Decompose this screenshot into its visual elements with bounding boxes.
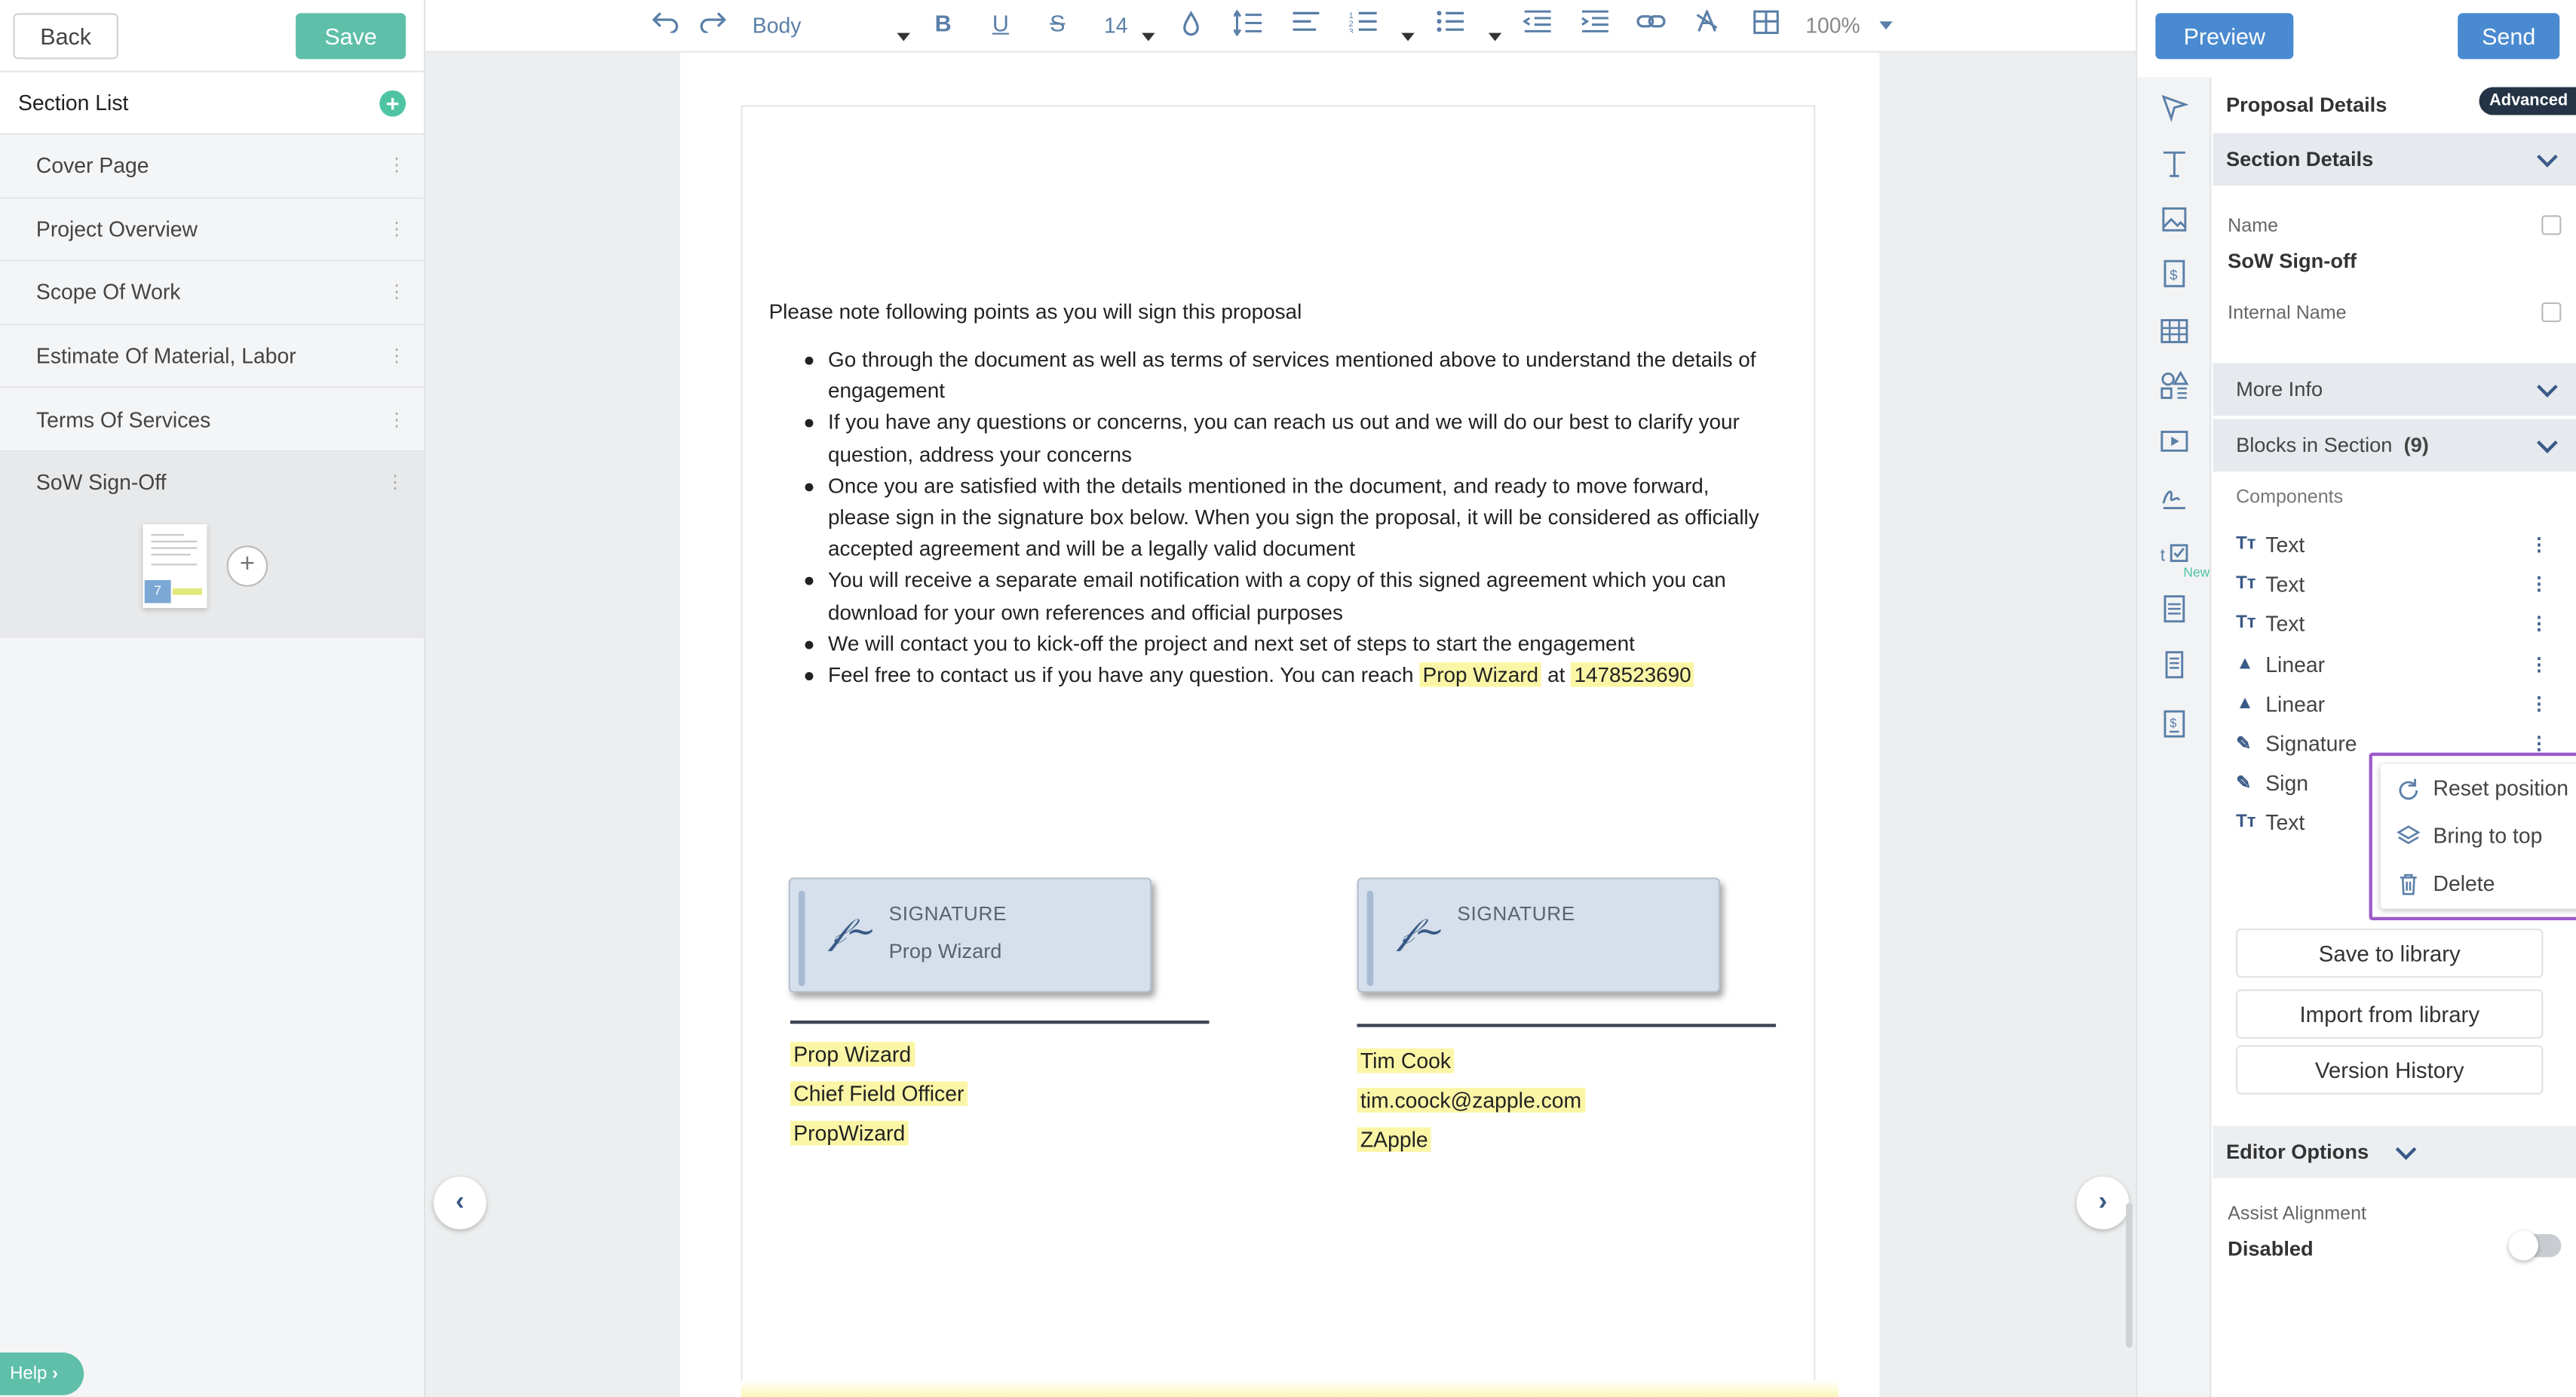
add-page-icon[interactable]: +: [227, 545, 268, 586]
bullet-list[interactable]: [799, 343, 1768, 690]
list-item: We will contact you to kick-off the project and next set of steps to start the engagement: [799, 628, 1768, 659]
signature-icon: ✎: [2236, 773, 2252, 794]
signature-box-client[interactable]: [1357, 877, 1720, 993]
internal-name-label: Internal Name: [2228, 304, 2347, 324]
menu-item-label: Reset position: [2433, 775, 2569, 800]
signature-icon: ✎: [2236, 733, 2252, 754]
next-section-edge: [741, 1380, 1838, 1397]
bold-icon[interactable]: B: [934, 10, 952, 36]
name-label: Name: [2228, 216, 2279, 237]
company-placeholder[interactable]: Prop Wizard: [1419, 662, 1541, 687]
component-label: Sign: [2265, 769, 2309, 795]
document-icon[interactable]: [2159, 649, 2190, 680]
form-icon[interactable]: [2159, 593, 2190, 624]
send-button[interactable]: Send: [2458, 13, 2559, 59]
help-label: Help: [10, 1364, 48, 1384]
svg-text:$: $: [2170, 715, 2177, 730]
line-height-icon[interactable]: [1234, 10, 1263, 41]
font-size-select[interactable]: 14: [1104, 13, 1128, 38]
format-toolbar: [425, 0, 2136, 53]
chevron-right-icon: ›: [2098, 1188, 2108, 1217]
chevron-down-icon[interactable]: [897, 33, 910, 41]
component-item[interactable]: [2236, 563, 2548, 603]
chevron-down-icon: [2537, 431, 2558, 453]
reset-icon: [2397, 776, 2421, 800]
client-name: Tim Cook: [1357, 1049, 1455, 1073]
component-item[interactable]: [2236, 603, 2548, 643]
section-details-label: Section Details: [2226, 148, 2374, 171]
signature-label: SIGNATURE: [1457, 902, 1575, 926]
svg-text:3: 3: [1348, 27, 1354, 33]
cursor-icon[interactable]: [2159, 92, 2190, 123]
signature-name: Prop Wizard: [888, 940, 1002, 963]
underline-icon[interactable]: U: [992, 10, 1009, 36]
preview-button[interactable]: Preview: [2155, 13, 2293, 59]
bring-to-top-item[interactable]: [2381, 812, 2576, 859]
section-details-header[interactable]: [2213, 133, 2576, 186]
chevron-down-icon: [2537, 376, 2558, 397]
more-info-header[interactable]: [2213, 363, 2576, 416]
client-email: tim.coock@zapple.com: [1357, 1088, 1585, 1113]
text-icon: Tт: [2236, 613, 2256, 633]
edit-icon[interactable]: [2541, 302, 2561, 322]
signature-box-sender[interactable]: [789, 877, 1152, 993]
component-label: Text: [2265, 809, 2305, 834]
import-from-library-button[interactable]: Import from library: [2236, 990, 2543, 1039]
client-details[interactable]: [1357, 1042, 1585, 1160]
kebab-icon[interactable]: ⋮: [2530, 574, 2549, 594]
menu-item-label: Delete: [2433, 870, 2495, 896]
text-tool-icon[interactable]: [2159, 148, 2190, 179]
section-item-project-overview[interactable]: [0, 198, 424, 262]
link-icon[interactable]: [1636, 10, 1666, 38]
clear-format-icon[interactable]: [1695, 10, 1719, 38]
list-item: You will receive a separate email notification with a copy of this signed agreement which you can download for your own references and official purposes: [799, 564, 1768, 628]
table-block-icon[interactable]: [2159, 315, 2190, 346]
component-label: Linear: [2265, 691, 2326, 716]
component-item[interactable]: [2236, 524, 2548, 563]
properties-content: [2213, 77, 2576, 1396]
canvas-scrollbar[interactable]: [2126, 1203, 2133, 1348]
list-item: Go through the document as well as terms of services mentioned above to understand the details of engagement: [799, 343, 1768, 407]
paragraph-style-select[interactable]: Body: [752, 13, 802, 38]
kebab-icon[interactable]: ⋮: [388, 283, 404, 303]
assist-alignment-toggle[interactable]: [2512, 1234, 2561, 1257]
section-item-scope-of-work[interactable]: [0, 262, 424, 325]
pricing-icon[interactable]: [2159, 258, 2190, 289]
phone-placeholder[interactable]: 1478523690: [1571, 662, 1694, 687]
numbered-list-icon[interactable]: [1349, 10, 1378, 38]
signature-line: [790, 1021, 1210, 1024]
section-item-label: Terms Of Services: [35, 407, 211, 432]
block-toolbar: [2137, 77, 2211, 1396]
kebab-icon[interactable]: ⋮: [388, 156, 404, 177]
section-sidebar: [0, 0, 425, 1397]
text-icon: Tт: [2236, 534, 2256, 554]
text-color-icon[interactable]: [1179, 10, 1203, 41]
kebab-icon[interactable]: ⋮: [2530, 733, 2549, 754]
save-button[interactable]: Save: [296, 12, 406, 58]
section-list-header: [0, 72, 424, 135]
align-icon[interactable]: [1291, 10, 1320, 38]
section-item-terms[interactable]: [0, 388, 424, 452]
section-item-estimate[interactable]: [0, 325, 424, 388]
component-item[interactable]: [2236, 683, 2548, 723]
kebab-icon[interactable]: ⋮: [2530, 535, 2549, 555]
kebab-icon[interactable]: ⋮: [388, 410, 404, 431]
kebab-icon[interactable]: ⋮: [2530, 694, 2549, 714]
layers-icon: [2397, 824, 2421, 848]
sender-title: Chief Field Officer: [790, 1082, 968, 1107]
bullet-list-icon[interactable]: [1436, 10, 1465, 38]
redo-icon[interactable]: [700, 10, 726, 38]
chevron-left-icon: ‹: [455, 1188, 465, 1217]
image-icon[interactable]: [2159, 204, 2190, 235]
component-label: Text: [2265, 571, 2305, 596]
chevron-down-icon: [2537, 146, 2558, 167]
kebab-icon[interactable]: ⋮: [385, 474, 404, 494]
page-number-badge: 7: [145, 580, 171, 603]
table-icon[interactable]: [1753, 10, 1780, 39]
section-item-label: SoW Sign-Off: [35, 471, 167, 496]
section-list-title: Section List: [17, 90, 129, 115]
document-page: [680, 53, 1879, 1397]
component-label: Signature: [2265, 730, 2357, 756]
editor-canvas: [425, 53, 2136, 1397]
blocks-label-wrap: [2236, 434, 2429, 457]
new-badge: New: [2183, 565, 2210, 581]
sender-details[interactable]: [790, 1036, 968, 1154]
strikethrough-icon[interactable]: S: [1050, 10, 1066, 36]
prev-section-button[interactable]: [434, 1177, 486, 1230]
next-section-button[interactable]: [2077, 1177, 2130, 1230]
svg-text:$: $: [2170, 267, 2178, 284]
invoice-icon[interactable]: [2159, 708, 2190, 739]
kebab-icon[interactable]: ⋮: [388, 220, 404, 240]
indent-icon[interactable]: [1581, 10, 1610, 38]
more-info-label: More Info: [2236, 378, 2323, 401]
assist-alignment-label: Assist Alignment: [2228, 1204, 2367, 1225]
chevron-down-icon[interactable]: [1142, 33, 1155, 41]
svg-text:2: 2: [1348, 19, 1354, 29]
component-label: Text: [2265, 531, 2305, 557]
section-item-cover-page[interactable]: [0, 135, 424, 198]
left-topbar: [0, 0, 424, 72]
editor-options-header[interactable]: [2213, 1125, 2576, 1178]
name-value[interactable]: SoW Sign-off: [2228, 250, 2357, 273]
component-label: Text: [2265, 610, 2305, 636]
client-company: ZApple: [1357, 1128, 1431, 1153]
signature-line: [1357, 1024, 1777, 1027]
sender-company: PropWizard: [790, 1121, 909, 1146]
trash-icon: [2397, 872, 2421, 895]
components-label: Components: [2236, 488, 2344, 508]
save-to-library-button[interactable]: Save to library: [2236, 929, 2543, 978]
reset-position-item[interactable]: [2381, 764, 2576, 812]
kebab-icon[interactable]: ⋮: [388, 346, 404, 367]
shapes-icon[interactable]: [2159, 370, 2190, 401]
shapes-icon: ▲: [2236, 693, 2254, 714]
chevron-down-icon[interactable]: [1489, 33, 1501, 41]
chevron-down-icon: [2395, 1138, 2416, 1159]
blocks-count: (9): [2403, 434, 2429, 457]
component-context-menu: [2381, 764, 2576, 909]
sender-name: Prop Wizard: [790, 1042, 915, 1067]
page-thumbnail[interactable]: [143, 524, 207, 608]
back-button[interactable]: Back: [13, 12, 118, 58]
assist-alignment-value: Disabled: [2228, 1237, 2314, 1260]
add-section-icon[interactable]: +: [379, 90, 406, 116]
edit-icon[interactable]: [2541, 215, 2561, 235]
svg-text:1: 1: [1348, 11, 1354, 20]
chevron-down-icon[interactable]: [1879, 21, 1892, 29]
section-item-label: Scope Of Work: [35, 280, 181, 305]
zoom-select[interactable]: 100%: [1805, 13, 1860, 38]
menu-item-label: Bring to top: [2433, 823, 2543, 849]
kebab-icon[interactable]: ⋮: [2530, 613, 2549, 634]
list-item: [799, 659, 1768, 691]
undo-icon[interactable]: [652, 10, 679, 38]
proposal-details-label: Proposal Details: [2226, 94, 2387, 117]
intro-text[interactable]: Please note following points as you will sign this proposal: [768, 299, 1302, 324]
delete-item[interactable]: [2381, 859, 2576, 907]
editor-options-label: Editor Options: [2226, 1140, 2369, 1164]
signature-tool-icon[interactable]: [2159, 481, 2190, 512]
component-item[interactable]: [2236, 644, 2548, 683]
section-item-sow-sign-off[interactable]: [0, 452, 424, 637]
section-item-label: Cover Page: [35, 153, 149, 178]
section-item-label: Project Overview: [35, 216, 198, 242]
list-item-text: Feel free to contact us if you have any question. You can reach: [828, 662, 1414, 687]
advanced-toggle[interactable]: Advanced: [2479, 87, 2576, 115]
help-button[interactable]: [0, 1352, 84, 1395]
text-icon: Tт: [2236, 573, 2256, 594]
blocks-label: Blocks in Section: [2236, 434, 2393, 457]
chevron-down-icon[interactable]: [1401, 33, 1414, 41]
signature-icon: 𝒻~: [1397, 912, 1445, 953]
signature-label: SIGNATURE: [888, 902, 1007, 926]
outdent-icon[interactable]: [1523, 10, 1553, 38]
list-item: If you have any questions or concerns, you can reach us out and we will do our best to clarify your question, address your concerns: [799, 407, 1768, 470]
text-icon: Tт: [2236, 812, 2256, 832]
kebab-icon[interactable]: ⋮: [2530, 655, 2549, 675]
video-icon[interactable]: [2159, 425, 2190, 456]
version-history-button[interactable]: Version History: [2236, 1045, 2543, 1095]
component-label: Linear: [2265, 651, 2326, 677]
properties-panel: [2136, 0, 2576, 1397]
shapes-icon: ▲: [2236, 654, 2254, 674]
svg-text:t: t: [2160, 545, 2166, 565]
proposal-details-title: [2213, 77, 2576, 133]
list-item: Once you are satisfied with the details mentioned in the document, and ready to move forward, please sign in the signature box below. When you sign the proposal, it will be considered as officially accepted agreement and will be a legally valid document: [799, 470, 1768, 565]
signature-icon: 𝒻~: [830, 912, 876, 953]
chevron-right-icon: ›: [52, 1364, 59, 1384]
list-item-text: at: [1547, 662, 1566, 687]
right-topbar: [2137, 0, 2576, 72]
blocks-header[interactable]: [2213, 419, 2576, 472]
section-item-label: Estimate Of Material, Labor: [35, 343, 296, 369]
